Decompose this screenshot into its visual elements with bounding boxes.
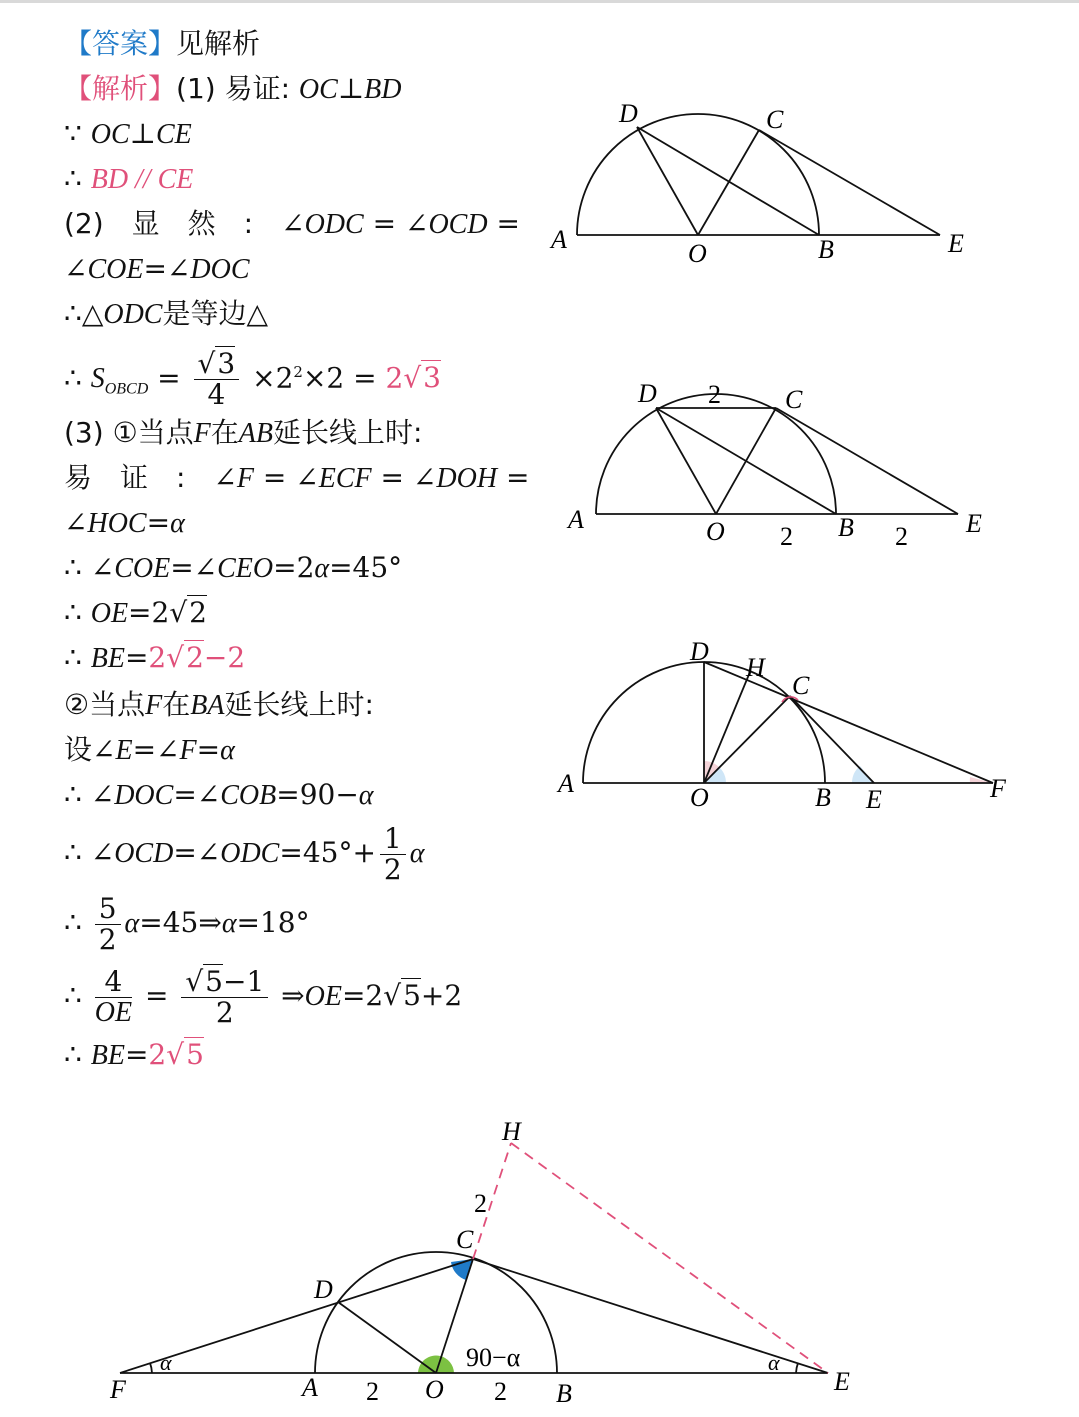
fig1-label-e: E xyxy=(948,229,964,258)
fig1-label-c: C xyxy=(766,105,784,134)
fig2-segment-oc xyxy=(716,408,776,514)
line-8: (3) ①当点F在AB延长线上时: xyxy=(64,416,423,449)
fig1-segment-do xyxy=(637,127,698,235)
fig1-label-a: A xyxy=(551,225,567,254)
fig4-label-c: C xyxy=(456,1225,474,1254)
analysis-label: 【解析】 xyxy=(64,72,177,105)
top-rule xyxy=(0,0,1079,3)
line-17: ∴ ∠OCD=∠ODC=45°+ $\frac{1}{2}$ α xyxy=(64,822,425,886)
fig4-segment-fc xyxy=(120,1259,473,1373)
line-1: (1) 易证: OC⊥BD xyxy=(176,72,402,105)
fig4-label-h: H xyxy=(502,1117,521,1146)
fig2-length-ob: 2 xyxy=(780,522,793,551)
answer-text: 见解析 xyxy=(176,27,261,60)
figure-3 xyxy=(550,635,1020,815)
fig3-label-o: O xyxy=(690,783,709,812)
line-18: ∴ $\frac{5}{2}$ α=45⇒α=18° xyxy=(64,892,310,956)
line-15: 设∠E=∠F=α xyxy=(64,733,235,766)
line-12: ∴ OE=2√2 xyxy=(64,596,207,629)
fig2-label-a: A xyxy=(568,505,584,534)
line-4: (2) 显 然 : ∠ODC = ∠OCD = xyxy=(64,207,520,240)
fig4-label-e: E xyxy=(834,1367,850,1396)
fig2-segment-ce xyxy=(776,408,958,514)
fig1-label-o: O xyxy=(688,239,707,268)
line-13: ∴ BE=2√2−2 xyxy=(64,641,246,674)
line-9: 易 证 : ∠F = ∠ECF = ∠DOH = xyxy=(64,461,530,494)
line-5: ∠COE=∠DOC xyxy=(64,252,250,285)
fig4-label-d: D xyxy=(314,1275,333,1304)
fig2-label-b: B xyxy=(838,513,854,542)
fig4-length-ch: 2 xyxy=(474,1189,487,1218)
fig3-label-f: F xyxy=(990,774,1006,803)
fig4-length-ao: 2 xyxy=(366,1377,379,1406)
fig4-angle-mark-f xyxy=(150,1363,152,1373)
fig2-length-be: 2 xyxy=(895,522,908,551)
fig4-segment-he xyxy=(511,1143,828,1373)
figure-2 xyxy=(560,370,1000,555)
figure-1 xyxy=(540,90,980,270)
fig4-label-f: F xyxy=(110,1375,126,1404)
fig1-segment-db xyxy=(637,127,819,235)
fig2-length-dc: 2 xyxy=(708,380,721,409)
fig3-label-e: E xyxy=(866,785,882,814)
line-7: ∴ $S_{OBCD}$ = $\frac{√3}{4}$ $\times 2^2\times 2 = 2√3$ xyxy=(64,347,441,412)
fig4-angle-label-f: α xyxy=(160,1350,172,1375)
fig2-label-c: C xyxy=(785,385,803,414)
line-19: ∴ $\frac{4}{OE}$ = $\frac{√5-1}{2}$ ⇒OE=2√5+2 xyxy=(64,965,463,1029)
line-6: ∴△ODC是等边△ xyxy=(64,297,269,330)
fig3-label-b: B xyxy=(815,783,831,812)
fig4-label-o: O xyxy=(425,1375,444,1404)
fig3-label-a: A xyxy=(558,769,574,798)
line-14: ②当点F在BA延长线上时: xyxy=(64,688,374,721)
fig2-segment-do xyxy=(656,408,716,514)
fig3-label-c: C xyxy=(792,671,810,700)
fig4-label-b: B xyxy=(556,1379,572,1408)
fig2-label-e: E xyxy=(966,509,982,538)
line-11: ∴ ∠COE=∠CEO=2α=45° xyxy=(64,551,403,584)
fig1-label-b: B xyxy=(818,235,834,264)
fig4-segment-do xyxy=(338,1302,436,1373)
fig4-angle-label-cob: 90−α xyxy=(466,1343,521,1372)
line-10: ∠HOC=α xyxy=(64,506,185,539)
fig1-segment-oc xyxy=(698,130,759,235)
fig3-segment-ce xyxy=(790,696,874,783)
fig2-label-o: O xyxy=(706,517,725,546)
answer-line xyxy=(64,26,260,62)
fig4-length-ob: 2 xyxy=(494,1377,507,1406)
fig3-segment-oc xyxy=(704,696,790,783)
line-16: ∴ ∠DOC=∠COB=90−α xyxy=(64,778,374,811)
fig1-segment-ce xyxy=(759,130,940,235)
answer-label: 【答案】 xyxy=(64,27,177,60)
analysis-line-1 xyxy=(64,71,402,108)
fig2-label-d: D xyxy=(638,379,657,408)
line-3: ∴ BD // CE xyxy=(64,162,194,195)
fig3-segment-oh xyxy=(704,672,750,783)
figure-4 xyxy=(100,1110,860,1410)
fig4-angle-label-e: α xyxy=(768,1350,780,1375)
fig3-label-d: D xyxy=(690,637,709,666)
fig3-label-h: H xyxy=(746,653,765,682)
fig4-angle-mark-e xyxy=(796,1363,798,1373)
line-20: ∴ BE=2√5 xyxy=(64,1038,204,1071)
fig1-label-d: D xyxy=(619,99,638,128)
line-2: ∵ OC⊥CE xyxy=(64,117,192,150)
fig4-label-a: A xyxy=(302,1373,318,1402)
